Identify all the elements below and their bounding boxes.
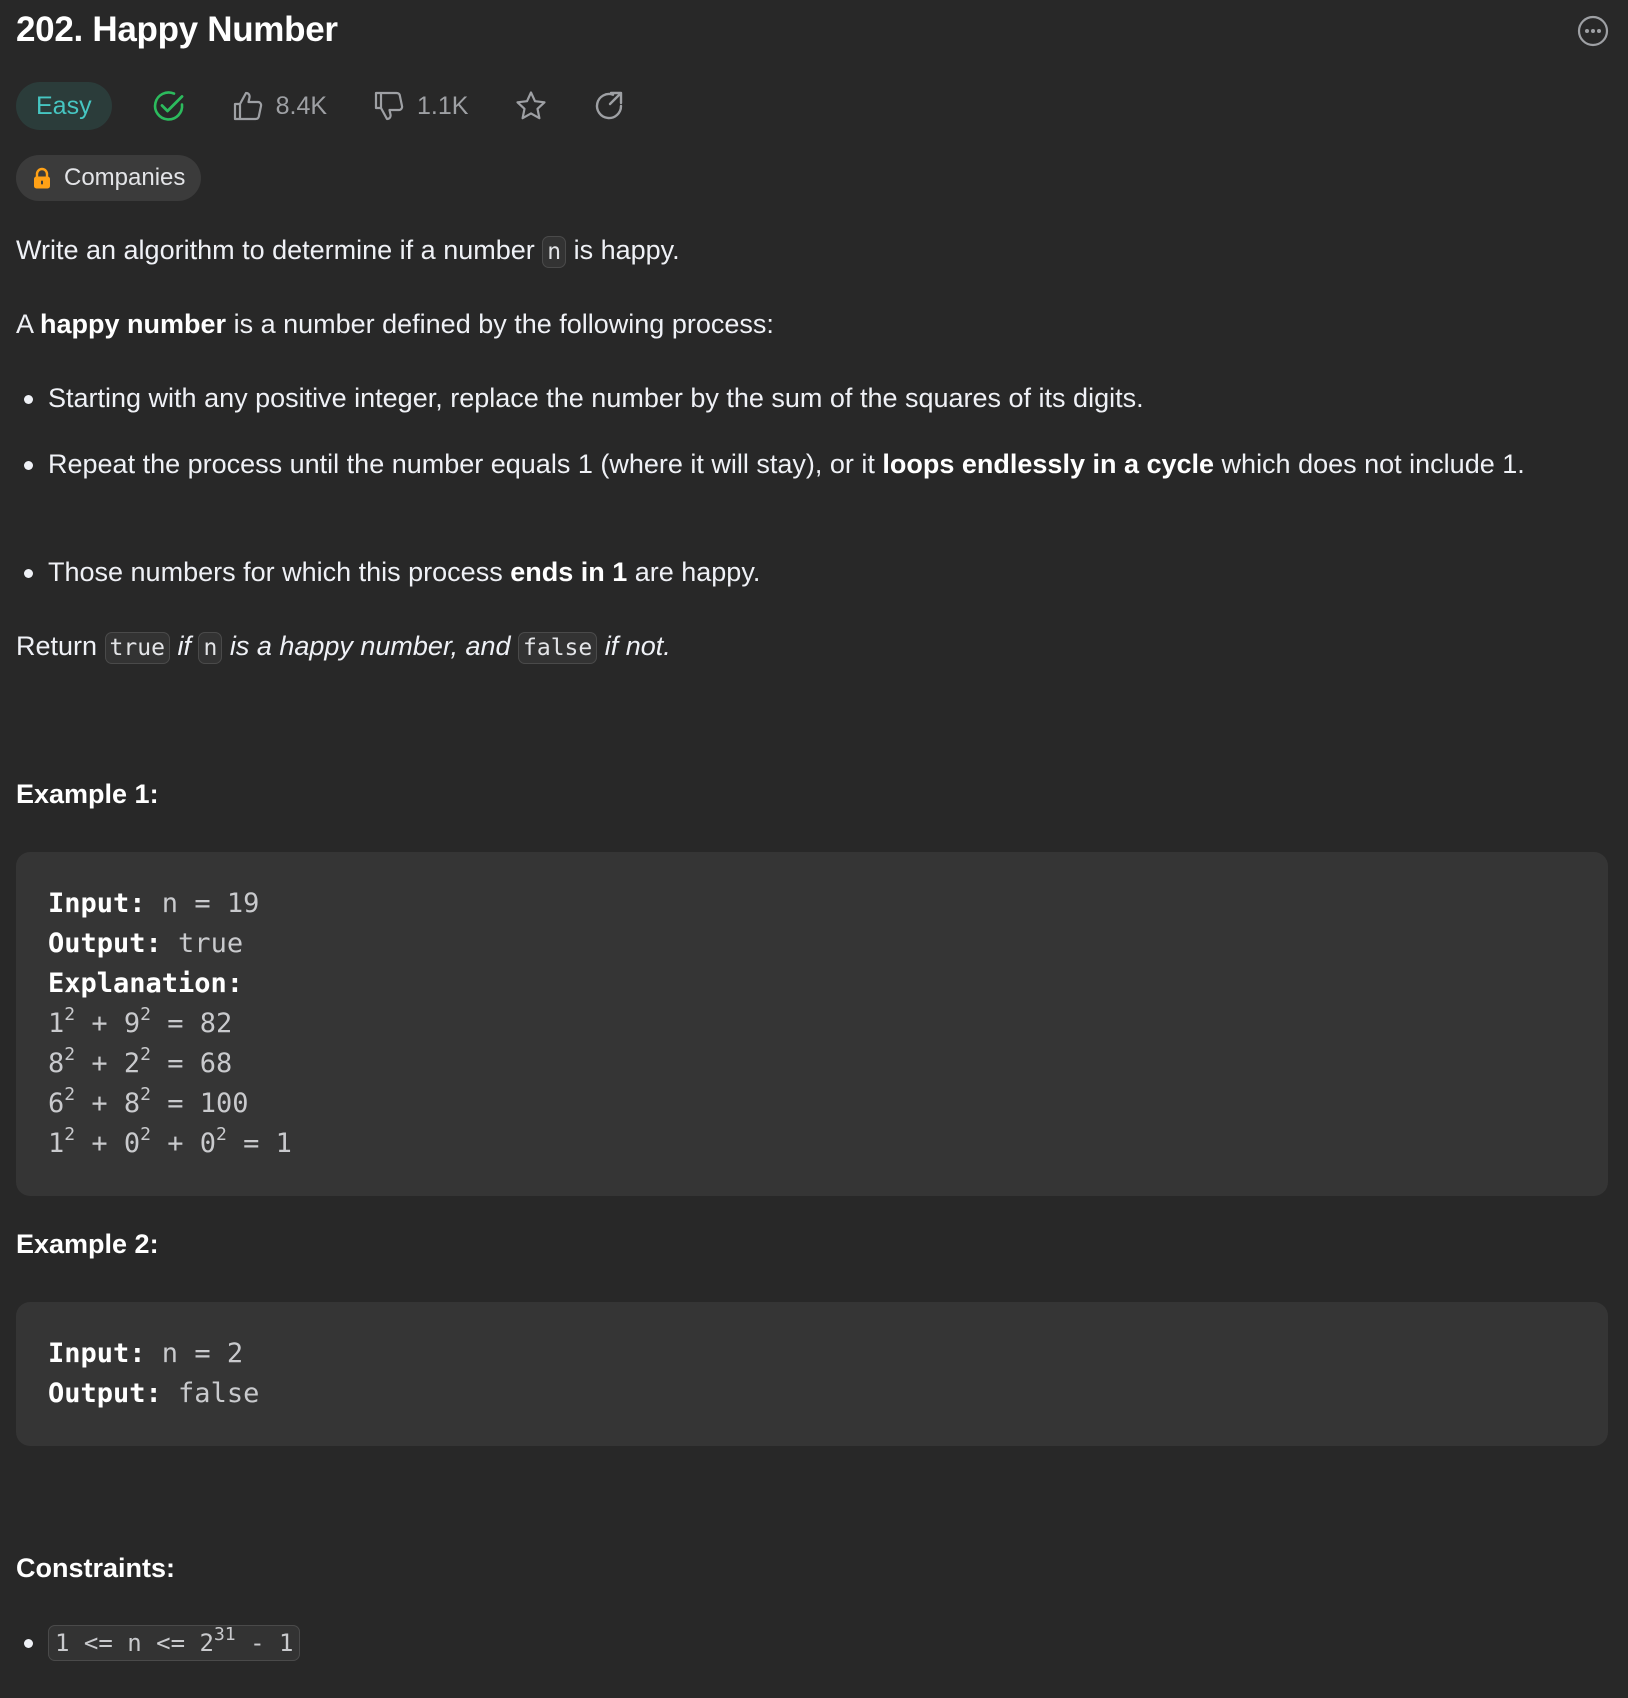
example-1-heading: Example 1: [16,779,159,809]
example-2-block [16,1302,1608,1446]
like-button[interactable] [232,90,327,122]
constraint-code: $1 <= n <= 2^{31} - 1$ [48,1625,300,1661]
companies-label: Companies [64,164,186,191]
explanation-row: $6^2 + 8^2 = 100$ [48,1084,249,1119]
share-icon [592,89,626,123]
solved-check-icon [152,89,186,123]
example-1-block [16,852,1608,1196]
description-paragraph-1: Write an algorithm to determine if a number n is happy. [16,230,680,272]
example-1-input: Input: n = 19 [48,888,260,919]
inline-code-n: n [198,632,222,664]
title-row [16,6,1610,54]
explanation-row: $8^2 + 2^2 = 68$ [48,1044,233,1079]
example-2-output: Output: false [48,1378,260,1409]
constraints-heading: Constraints: [16,1553,176,1583]
inline-code-false: false [518,632,597,664]
return-paragraph: Return true if n is a happy number, and false if not. [16,626,671,668]
share-button[interactable] [592,89,626,123]
star-icon [514,89,548,123]
companies-button[interactable] [16,155,201,201]
more-options-icon[interactable] [1576,14,1610,48]
example-1-output: Output: true [48,928,244,959]
inline-code-true: true [105,632,170,664]
explanation-row: $1^2 + 0^2 + 0^2 = 1$ [48,1124,292,1159]
problem-title[interactable]: 202. Happy Number [16,10,338,49]
problem-meta-row [16,82,626,130]
explanation-row: $1^2 + 9^2 = 82$ [48,1004,233,1039]
difficulty-badge[interactable]: Easy [16,82,112,130]
thumbs-down-icon [373,90,405,122]
thumbs-up-icon [232,90,264,122]
dislike-button[interactable] [373,90,468,122]
like-count: 8.4K [275,91,328,120]
example-2-input: Input: n = 2 [48,1338,244,1369]
description-paragraph-2: A happy number is a number defined by the following process: [16,309,774,339]
inline-code-n: n [542,236,566,268]
example-2-heading: Example 2: [16,1229,159,1259]
lock-icon [32,167,52,189]
dislike-count: 1.1K [417,91,469,120]
favorite-button[interactable] [514,89,548,123]
example-1-explanation-label: Explanation: [48,968,244,999]
